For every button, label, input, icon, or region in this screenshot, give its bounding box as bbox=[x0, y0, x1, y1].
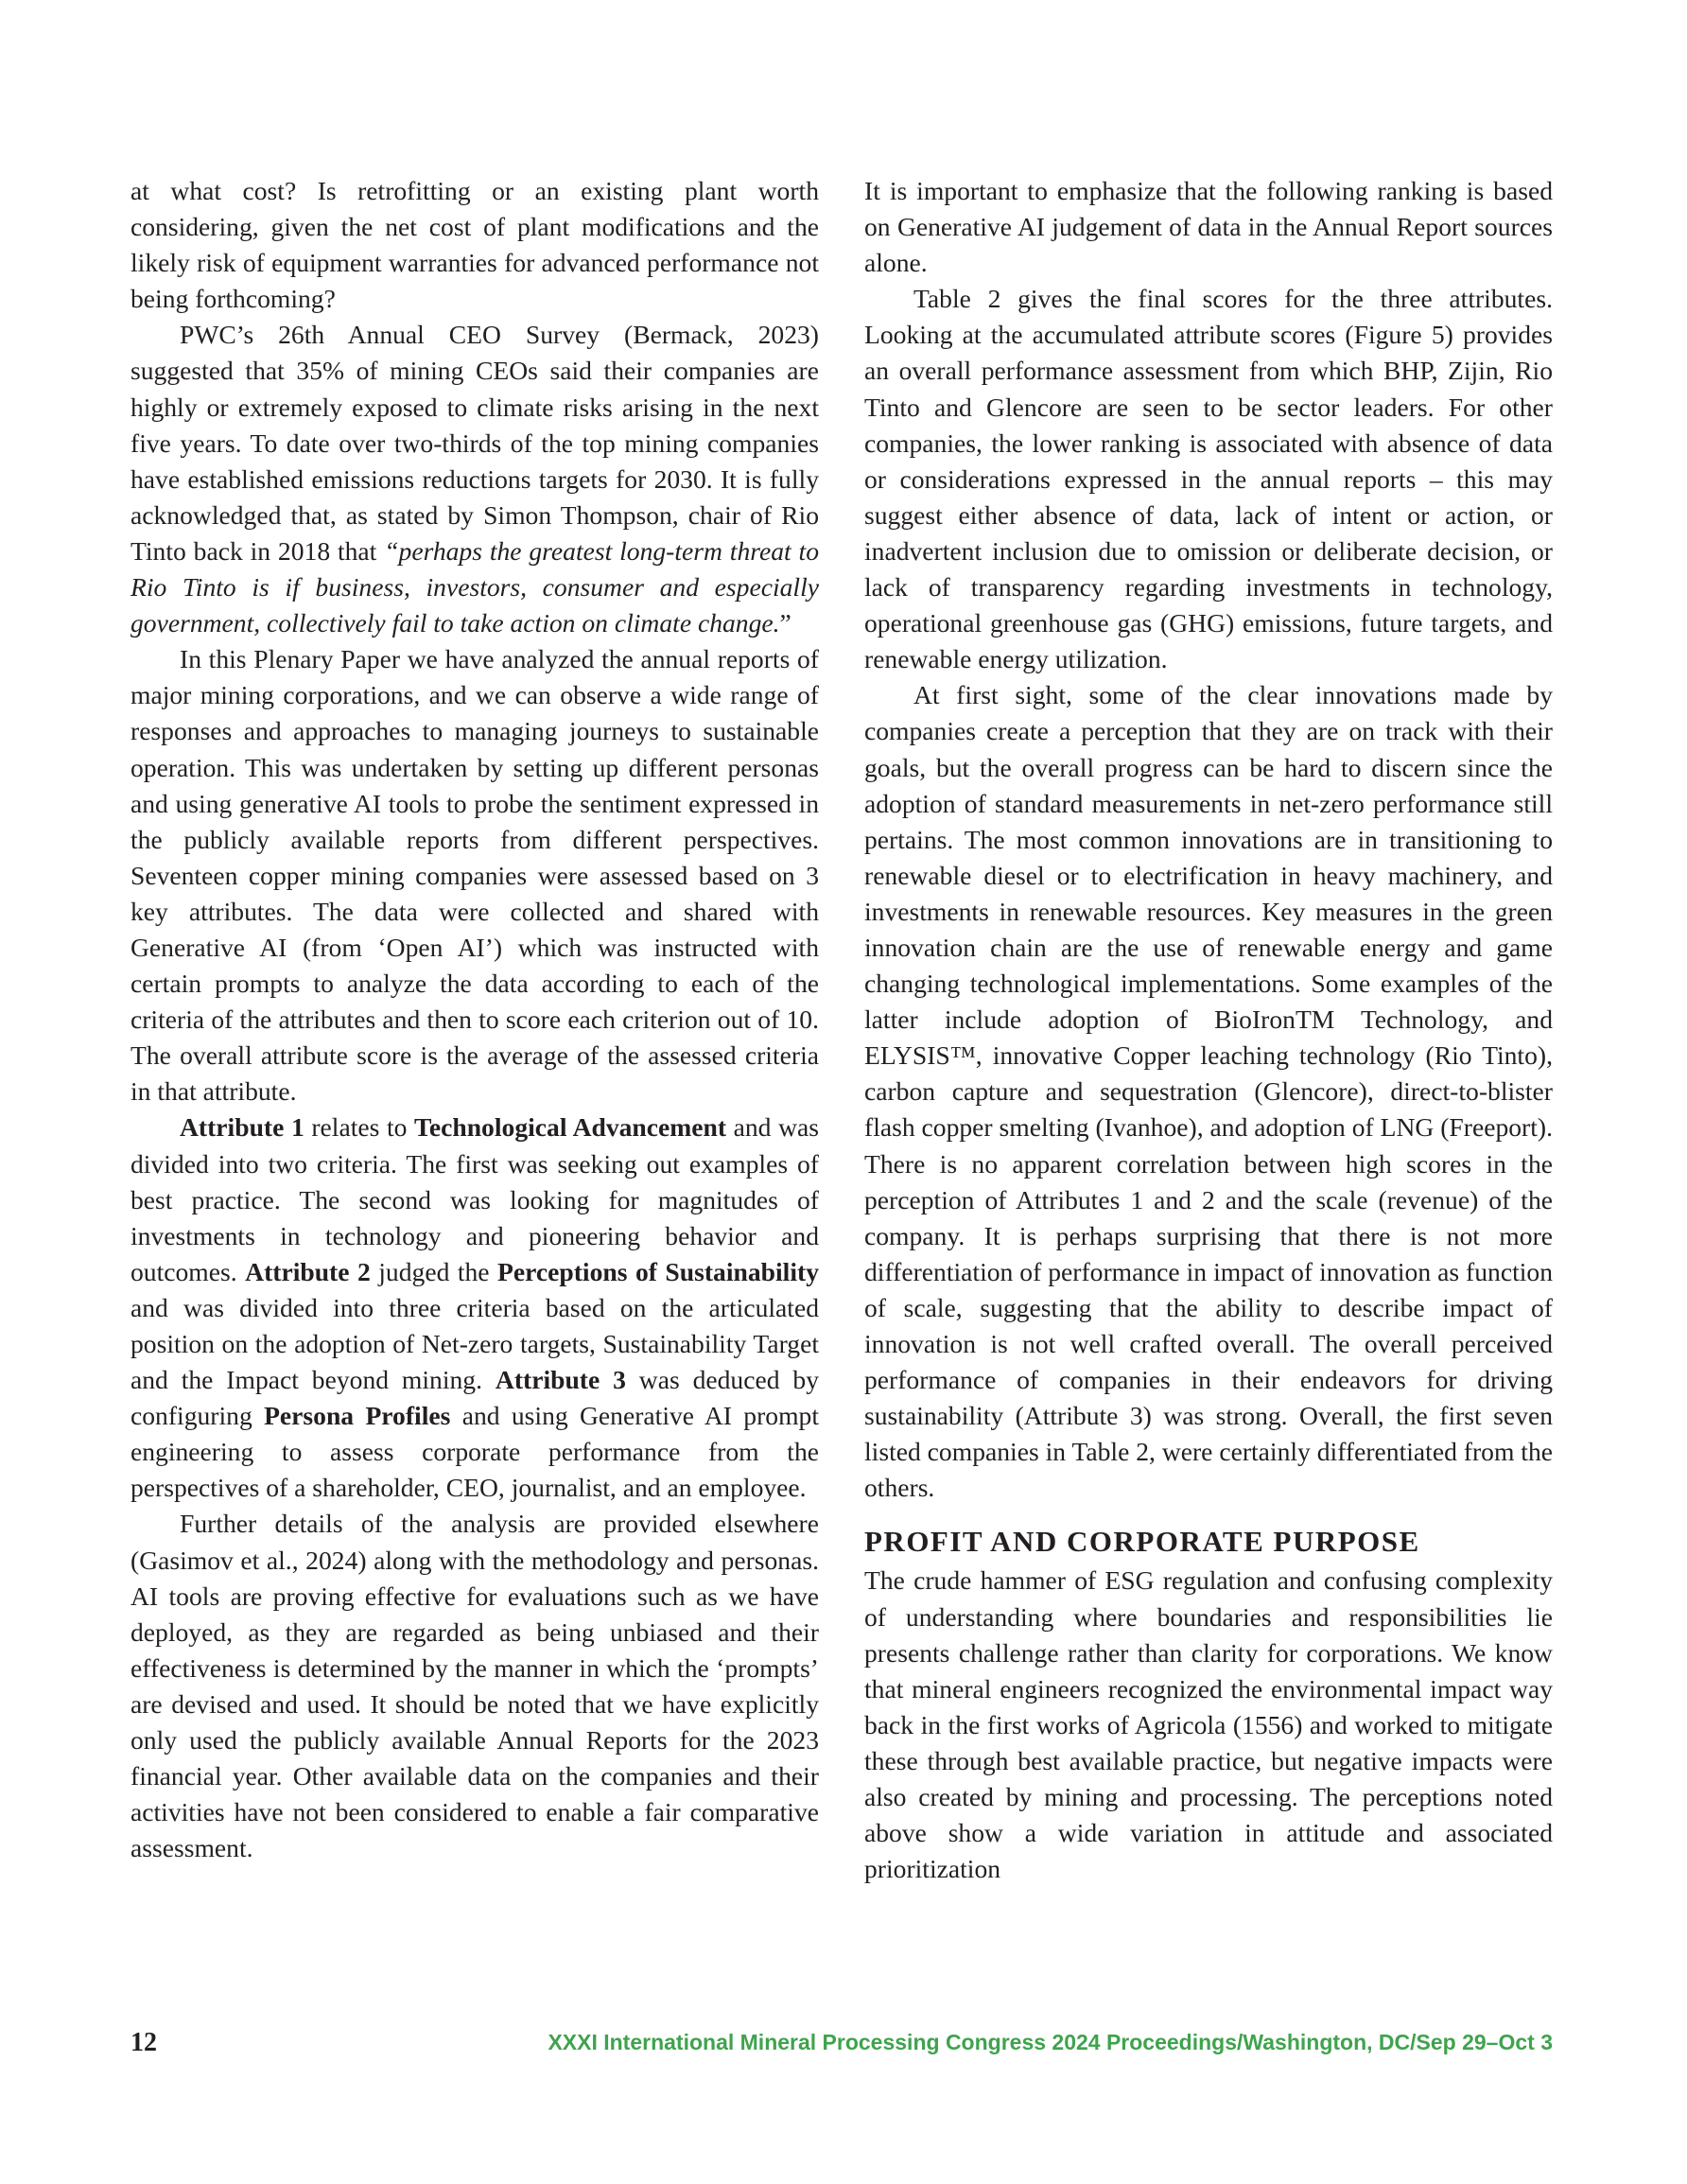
paragraph-text: and using Generative AI prompt engineering to assess corporate performance from the perspectives of a shareholder, CEO, journalist, and an employee. bbox=[130, 1401, 819, 1503]
paragraph: In this Plenary Paper we have analyzed the annual reports of major mining corporations, and we can observe a wide range of responses and approaches to managing journeys to sustainable operation. This was undertaken by setting up different personas and using generative AI tools to probe the sentiment expressed in the publicly available reports from different perspectives. Seventeen copper mining companies were assessed based on 3 key attributes. The data were collected and shared with Generative AI (from ‘Open AI’) which was instructed with certain prompts to analyze the data according to each of the criteria of the attributes and then to score each criterion out of 10. The overall attribute score is the average of the assessed criteria in that attribute. bbox=[130, 644, 819, 1107]
page-number: 12 bbox=[130, 2028, 157, 2057]
attribute-1-name: Technological Advancement bbox=[414, 1112, 727, 1143]
paragraph: Table 2 gives the final scores for the three attributes. Looking at the accumulated attribute scores (Figure 5) provides an overall performance assessment from which BHP, Zijin, Rio Tinto and Glencore are seen to be sector leaders. For other companies, the lower ranking is associated with absence of data or considerations expressed in the annual reports – this may suggest either absence of data, lack of intent or action, or inadvertent inclusion due to omission or deliberate decision, or lack of transparency regarding investments in technology, operational greenhouse gas (GHG) emissions, future targets, and renewable energy utilization. bbox=[864, 284, 1553, 674]
paragraph: It is important to emphasize that the following ranking is based on Generative AI judgement of data in the Annual Report sources alone. bbox=[864, 176, 1553, 278]
attribute-2-name: Perceptions of Sustainability bbox=[497, 1256, 819, 1286]
paragraph bbox=[130, 1109, 819, 1506]
paragraph: at what cost? Is retrofitting or an existing plant worth considering, given the net cost of plant modifications and the likely risk of equipment warranties for advanced performance not being forthcoming? bbox=[130, 176, 819, 314]
paragraph: Further details of the analysis are provided elsewhere (Gasimov et al., 2024) along with the methodology and personas. AI tools are proving effective for evaluations such as we have deployed, as they are regarded as being unbiased and their effectiveness is determined by the manner in which the ‘prompts’ are devised and used. It should be noted that we have explicitly only used the publicly available Annual Reports for the 2023 financial year. Other available data on the companies and their activities have not been considered to enable a fair comparative assessment. bbox=[130, 1509, 819, 1863]
right-column bbox=[864, 173, 1553, 1887]
attribute-3-name: Persona Profiles bbox=[264, 1401, 451, 1431]
left-column bbox=[130, 173, 819, 1866]
paragraph-text: and was divided into three criteria based on the articulated position on the adoption of Net-zero targets, Sustainability Target and the Impact beyond mining. bbox=[130, 1292, 819, 1395]
paragraph: At first sight, some of the clear innovations made by companies create a perception that they are on track with their goals, but the overall progress can be hard to discern since the adoption of standard measurements in net-zero performance still pertains. The most common innovations are in transitioning to renewable diesel or to electrification in heavy machinery, and investments in renewable resources. Key measures in the green innovation chain are the use of renewable energy and game changing technological implementations. Some examples of the latter include adoption of BioIronTM Technology, and ELYSIS™, innovative Copper leaching technology (Rio Tinto), carbon capture and sequestration (Glencore), direct-to-blister flash copper smelting (Ivanhoe), and adoption of LNG (Freeport). There is no apparent correlation between high scores in the perception of Attributes 1 and 2 and the scale (revenue) of the company. It is perhaps surprising that there is not more differentiation of performance in impact of innovation as function of scale, suggesting that the ability to describe impact of innovation is not well crafted overall. The overall perceived performance of companies in their endeavors for driving sustainability (Attribute 3) was strong. Overall, the first seven listed companies in Table 2, were certainly differentiated from the others. bbox=[864, 680, 1554, 1503]
paragraph-text: and was divided into two criteria. The first was seeking out examples of best practice. The second was looking for magnitudes of investments in technology and pioneering behavior and outcomes. bbox=[130, 1112, 819, 1286]
paragraph-text: judged the bbox=[370, 1256, 498, 1286]
paragraph-text: relates to bbox=[304, 1112, 414, 1143]
quote-close: ” bbox=[779, 608, 791, 638]
quote: “perhaps the greatest long-term threat to Rio Tinto is if business, investors, consumer and especially government, collectively fail to take action on climate change. bbox=[130, 535, 819, 638]
paragraph-text: was deduced by configuring bbox=[130, 1365, 819, 1431]
running-footer-title: XXXI International Mineral Processing Congress 2024 Proceedings/Washington, DC/Sep 29–Oct 3 bbox=[548, 2030, 1553, 2054]
paragraph bbox=[130, 317, 819, 641]
attribute-2-label: Attribute 2 bbox=[245, 1256, 371, 1286]
section-heading: PROFIT AND CORPORATE PURPOSE bbox=[864, 1525, 1420, 1559]
attribute-3-label: Attribute 3 bbox=[495, 1365, 626, 1395]
paragraph: The crude hammer of ESG regulation and confusing complexity of understanding where boundaries and responsibilities lie presents challenge rather than clarity for corporations. We know that mineral engineers recognized the environmental impact way back in the first works of Agricola (1556) and worked to mitigate these through best available practice, but negative impacts were also created by mining and processing. The perceptions noted above show a wide variation in attitude and associated prioritization bbox=[864, 1565, 1553, 1884]
paragraph-text: PWC’s 26th Annual CEO Survey (Bermack, 2023) suggested that 35% of mining CEOs said their companies are highly or extremely exposed to climate risks arising in the next five years. To date over two-thirds of the top mining companies have established emissions reductions targets for 2030. It is fully acknowledged that, as stated by Simon Thompson, chair of Rio Tinto back in 2018 that bbox=[130, 320, 819, 566]
attribute-1-label: Attribute 1 bbox=[180, 1112, 304, 1143]
page-footer bbox=[130, 2028, 1553, 2066]
